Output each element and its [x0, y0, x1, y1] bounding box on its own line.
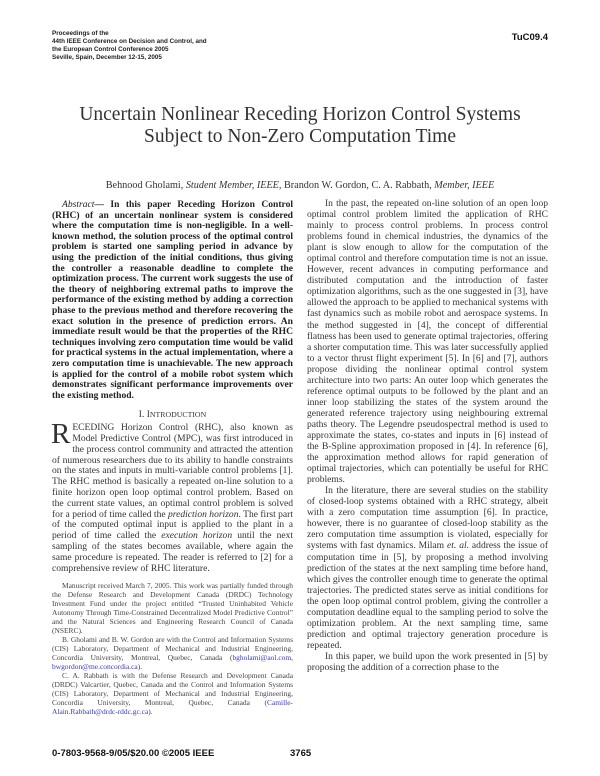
paragraph-text: until the next sampling of the states becomes available, where again the same procedure is repeated. The reader is referred to [2] for a comprehensive review of RHC literature. [52, 530, 294, 574]
isbn-copyright: 0-7803-9568-9/05/$20.00 ©2005 IEEE [52, 748, 215, 759]
footnote-text: B. Gholami and B. W. Gordon are with the Control and Information Systems (CIS) Laboratory, Department of Mechanical and Industrial Engineering, Concordia University, Montreal, Quebec, Canada ( [52, 635, 293, 663]
intro-paragraph-1 [51, 418, 294, 574]
section-heading-introduction [52, 409, 293, 421]
intro-paragraph-4: In this paper, we build upon the work presented in [5] by proposing the addition of a correction phase to the [307, 650, 548, 673]
drop-cap: R [51, 418, 71, 451]
author-list [0, 180, 600, 191]
section-number: I. [138, 410, 147, 421]
abstract [52, 200, 293, 401]
footnote-affiliation-2 [52, 671, 293, 716]
paragraph-text: ECEDING Horizon Control (RHC), also known as Model Predictive Control (MPC), was first introduced in the process control community and attracted the attention of numerous researchers due to its ability to handle constraints on the states and inputs in multi-variable control problems [1]. The RHC method is basically a repeated on-line solution to a finite horizon open loop optimal control problem. Based on the current state values, an optimal control problem is solved for a period of time called the [52, 422, 293, 520]
abstract-text: — In this paper Receding Horizon Control (RHC) of an uncertain nonlinear system is considered where the computation time is non-negligible. In a well-known method, the solution process of the optimal control problem is started one sampling period in advance by using the prediction of the initial conditions, thus giving the controller a reasonable deadline to complete the optimization process. The current work suggests the use of the theory of neighboring extremal paths to improve the performance of the existing method by adding a correction phase to the previous method and therefore recovering the exact solution in the presence of prediction errors. An immediate result would be that the properties of the RHC techniques involving zero computation time would be valid for practical systems in the actual implementation, where a zero computation time is unachievable. The new approach is applied for the control of a mobile robot system which demonstrates significant performance improvements over the existing method. [52, 199, 293, 401]
emphasis-term: et. al. [447, 540, 470, 552]
title-line: Uncertain Nonlinear Receding Horizon Control Systems [79, 104, 521, 125]
intro-paragraph-3 [307, 485, 548, 651]
intro-paragraph-2: In the past, the repeated on-line solution of an open loop optimal control problem limited the application of RHC mainly to process control problems. In process control problems found in chemical industries, the dynamics of the plant is slow enough to allow for the computation of the optimal control and therefore computation time is not an issue. However, recent advances in computing performance and distributed computation and the introduction of faster optimization algorithms, such as the one suggested in [3], have allowed the approach to be applied to mechanical systems with fast dynamics such as mobile robot and aerospace systems. In the method suggested in [4], the concept of differential flatness has been used to generate optimal trajectories, offering a shorter computation time. This was later successfully applied to a vector thrust flight experiment [5]. In [6] and [7], authors propose dividing the nonlinear optimal control system architecture into two parts: An outer loop which generates the reference optimal outputs to be followed by the plant and an inner loop stabilizing the states of the system around the generated reference trajectory using neighbouring extremal paths theory. The Legendre pseudospectral method is used to approximate the states, co-states and inputs in [6] instead of the B-Spline approximation proposed in [4]. In reference [6], the approximation method allows for rapid generation of optimal trajectories, which can potentially be useful for RHC problems. [307, 198, 548, 486]
proceedings-line: Seville, Spain, December 12-15, 2005 [52, 54, 162, 61]
section-title-initial: I [146, 410, 150, 421]
proceedings-line: Proceedings of the [52, 30, 109, 37]
proceedings-header [52, 30, 207, 62]
paragraph-text: In the literature, there are several studies on the stability of closed-loop systems obtained with a RHC strategy, albeit with a zero computation time assumption [6]. In practice, however, there is no guarantee of closed-loop stability as the zero computation time assumption is violated, especially for systems with fast dynamics. Milam [307, 485, 548, 552]
footnotes [52, 581, 293, 716]
proceedings-line: the European Control Conference 2005 [52, 46, 169, 53]
proceedings-line: 44th IEEE Conference on Decision and Control, and [52, 38, 207, 45]
section-title-rest: NTRODUCTION [149, 410, 207, 420]
footnote-text: ). [148, 707, 153, 717]
left-column [52, 200, 293, 716]
footnote-manuscript: Manuscript received March 7, 2005. This work was partially funded through the Defense Research and Development Canada (DRDC) Technology Investment Fund under the project entitled “Trusted Uninhabited Vehicle Autonomy Through Time-Constrained Decentralized Model Predictive Control” and the Natural Sciences and Engineering Research Council of Canada (NSERC). [52, 581, 293, 636]
footnote-text: C. A. Rabbath is with the Defense Research and Development Canada (DRDC) Valcartier, Quebec, Canada and the Control and Information Systems (CIS) Laboratory, Department of Mechanical and Industrial Engineering, Concordia University, Montreal, Quebec, Canada ( [52, 671, 293, 708]
author: Brandon W. Gordon, C. A. Rabbath, [281, 180, 435, 191]
author-role: Member, IEEE [434, 180, 495, 191]
session-code: TuC09.4 [511, 32, 548, 43]
paper-title [0, 104, 600, 148]
emphasis-term: prediction horizon [168, 508, 239, 520]
author: Behnood Gholami, [105, 180, 186, 191]
footnote-text: ). [137, 662, 143, 672]
paragraph-text: . The first part of the computed optimal input is applied to the plant in a period of time called the [52, 508, 293, 542]
author-role: Student Member, IEEE, [185, 180, 282, 191]
title-line: Subject to Non-Zero Computation Time [144, 126, 456, 147]
emphasis-term: execution horizon [161, 530, 233, 542]
right-column [307, 198, 548, 673]
paragraph-text: address the issue of computation time in [5], by proposing a method involving prediction of the states at the next sampling time before hand, which gives the controller enough time to generate the optimal trajectories. The predicted states serve as initial conditions for the open loop optimal control problem, giving the controller a computation deadline equal to the sampling period to solve the optimization problem. At the next sampling time, same prediction and optimal trajectory generation procedure is repeated. [307, 540, 549, 651]
email-link[interactable]: Camille-Alain.Rabbath@drdc-rddc.gc.ca [52, 698, 293, 717]
abstract-label: Abstract [62, 199, 95, 210]
footnote-affiliation-1 [52, 635, 293, 671]
email-link[interactable]: bgholami@aol.com, bwgordon@me.concordia.ca [52, 653, 293, 672]
page-number: 3765 [290, 748, 312, 759]
